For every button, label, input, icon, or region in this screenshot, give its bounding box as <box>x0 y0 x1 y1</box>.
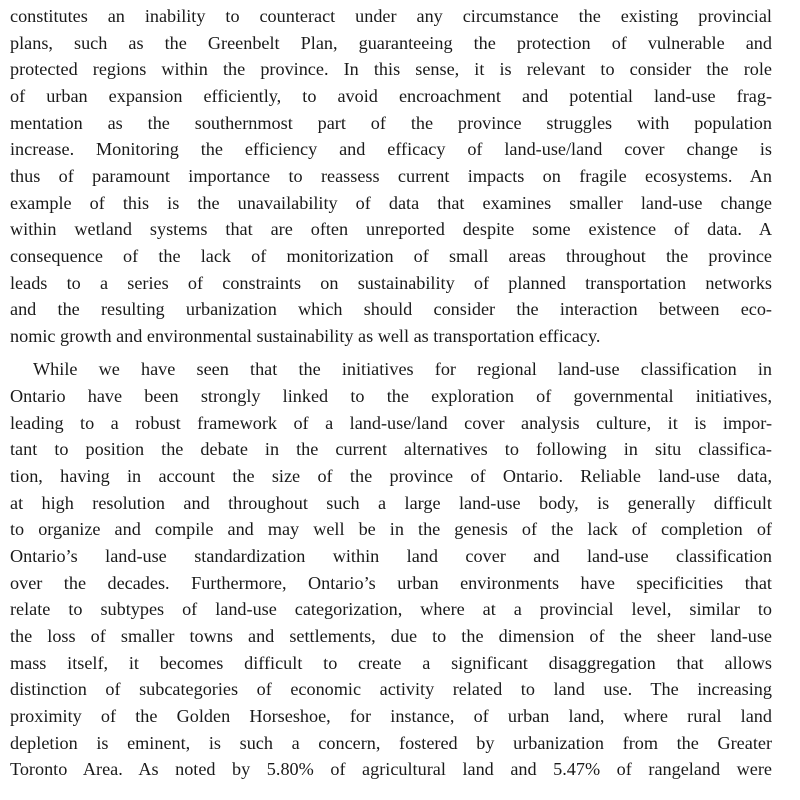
text-line: example of this is the unavailability of data that examines smaller land-use change <box>10 193 772 213</box>
text-line: at high resolution and throughout such a large land-use body, is generally difficult <box>10 493 772 513</box>
text-line: leads to a series of constraints on sustainability of planned transportation networks <box>10 273 772 293</box>
text-line: the loss of smaller towns and settlements, due to the dimension of the sheer land-use <box>10 626 772 646</box>
text-line: over the decades. Furthermore, Ontario’s urban environments have specificities that <box>10 573 772 593</box>
text-line: relate to subtypes of land-use categorization, where at a provincial level, similar to <box>10 599 772 619</box>
text-line: consequence of the lack of monitorization of small areas throughout the province <box>10 246 772 266</box>
text-line: thus of paramount importance to reassess current impacts on fragile ecosystems. An <box>10 166 772 186</box>
text-line: Ontario’s land-use standardization within land cover and land-use classification <box>10 546 772 566</box>
text-line: and the resulting urbanization which should consider the interaction between eco- <box>10 299 772 319</box>
text-line: tant to position the debate in the current alternatives to following in situ classifica- <box>10 439 772 459</box>
text-line: depletion is eminent, is such a concern, fostered by urbanization from the Greater <box>10 733 772 753</box>
text-line: distinction of subcategories of economic activity related to land use. The increasing <box>10 679 772 699</box>
text-line: plans, such as the Greenbelt Plan, guaranteeing the protection of vulnerable and <box>10 33 772 53</box>
text-line: proximity of the Golden Horseshoe, for instance, of urban land, where rural land <box>10 706 772 726</box>
text-line: protected regions within the province. In this sense, it is relevant to consider the role <box>10 59 772 79</box>
text-line: constitutes an inability to counteract under any circumstance the existing provincial <box>10 6 772 26</box>
text-line: to organize and compile and may well be in the genesis of the lack of completion of <box>10 519 772 539</box>
text-line: nomic growth and environmental sustainability as well as transportation efficacy. <box>10 326 601 346</box>
text-line: While we have seen that the initiatives for regional land-use classification in <box>33 359 772 379</box>
text-line: mass itself, it becomes difficult to create a significant disaggregation that allows <box>10 653 772 673</box>
text-line: Ontario have been strongly linked to the exploration of governmental initiatives, <box>10 386 772 406</box>
text-line: leading to a robust framework of a land-use/land cover analysis culture, it is impor- <box>10 413 772 433</box>
text-line: mentation as the southernmost part of the province struggles with population <box>10 113 772 133</box>
text-line: tion, having in account the size of the province of Ontario. Reliable land-use data, <box>10 466 772 486</box>
text-line: within wetland systems that are often unreported despite some existence of data. A <box>10 219 772 239</box>
text-line: Toronto Area. As noted by 5.80% of agricultural land and 5.47% of rangeland were <box>10 759 772 779</box>
text-line: of urban expansion efficiently, to avoid encroachment and potential land-use frag- <box>10 86 772 106</box>
text-line: increase. Monitoring the efficiency and efficacy of land-use/land cover change is <box>10 139 772 159</box>
